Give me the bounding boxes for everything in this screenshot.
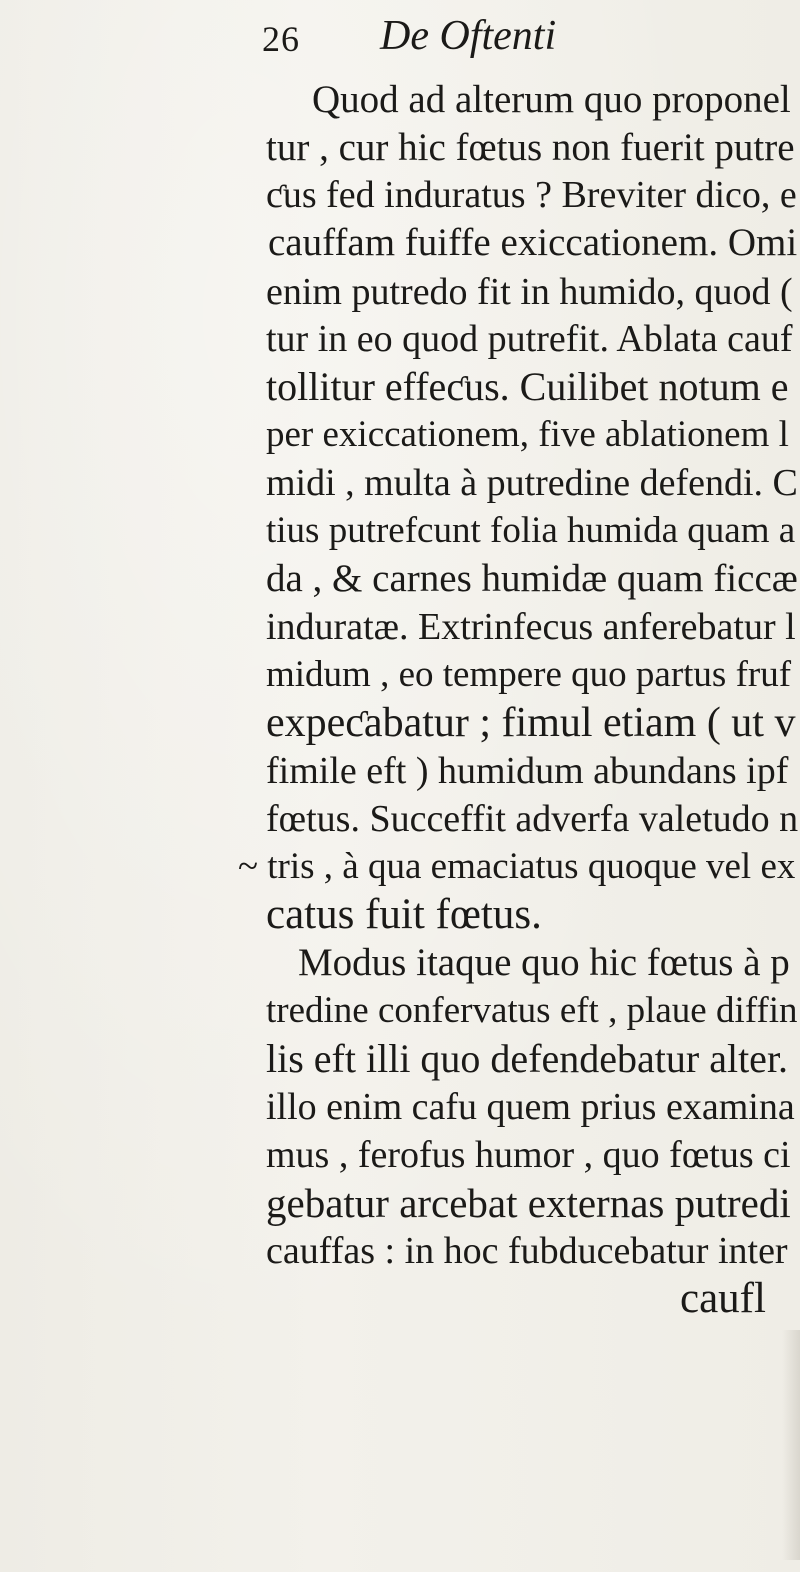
text-line: induratæ. Extrinfecus anferebatur l <box>266 606 796 648</box>
text-line: enim putredo fit in humido, quod ( <box>266 271 793 313</box>
text-line: cauffam fuiffe exiccationem. Omi <box>268 221 798 264</box>
text-line: illo enim cafu quem prius examina <box>266 1086 795 1128</box>
text-line: expeƈabatur ; fimul etiam ( ut v <box>266 700 796 746</box>
text-line: tredine confervatus eft , plaue diffin <box>266 990 798 1031</box>
text-line: fimile eft ) humidum abundans ipf <box>266 750 789 792</box>
text-line: Quod ad alterum quo proponel <box>312 78 791 121</box>
running-head: De Oftenti <box>380 13 557 59</box>
text-line: tur in eo quod putrefit. Ablata cauf <box>266 318 793 360</box>
text-line: tollitur effeƈus. Cuilibet notum e <box>266 364 789 409</box>
text-line: per exiccationem, five ablationem l <box>266 414 789 455</box>
text-line: midum , eo tempere quo partus fruf <box>266 654 792 695</box>
text-line: cauffas : in hoc fubducebatur inter <box>266 1230 788 1272</box>
text-line: fœtus. Succeffit adverfa valetudo n <box>266 798 799 840</box>
text-line: mus , ferofus humor , quo fœtus ci <box>266 1134 791 1176</box>
text-line: tius putrefcunt folia humida quam a <box>266 510 796 551</box>
text-line: da , & carnes humidæ quam ficcæ <box>266 557 798 600</box>
text-line: lis eft illi quo defendebatur alter. <box>266 1036 789 1081</box>
text-line: Modus itaque quo hic fœtus à p <box>298 941 790 984</box>
catchword: caufl <box>680 1275 766 1322</box>
text-line: catus fuit fœtus. <box>266 891 542 938</box>
text-line: ƈus fed induratus ? Breviter dico, e <box>266 174 797 216</box>
text-line: gebatur arcebat externas putredi <box>266 1180 791 1226</box>
page-number: 26 <box>262 19 300 59</box>
page-edge-shadow <box>782 1330 800 1560</box>
text-line: tur , cur hic fœtus non fuerit putre <box>266 126 795 169</box>
text-line: midi , multa à putredine defendi. C <box>266 462 798 504</box>
text-line: ~ tris , à qua emaciatus quoque vel ex <box>238 846 796 887</box>
page-header <box>0 12 800 72</box>
